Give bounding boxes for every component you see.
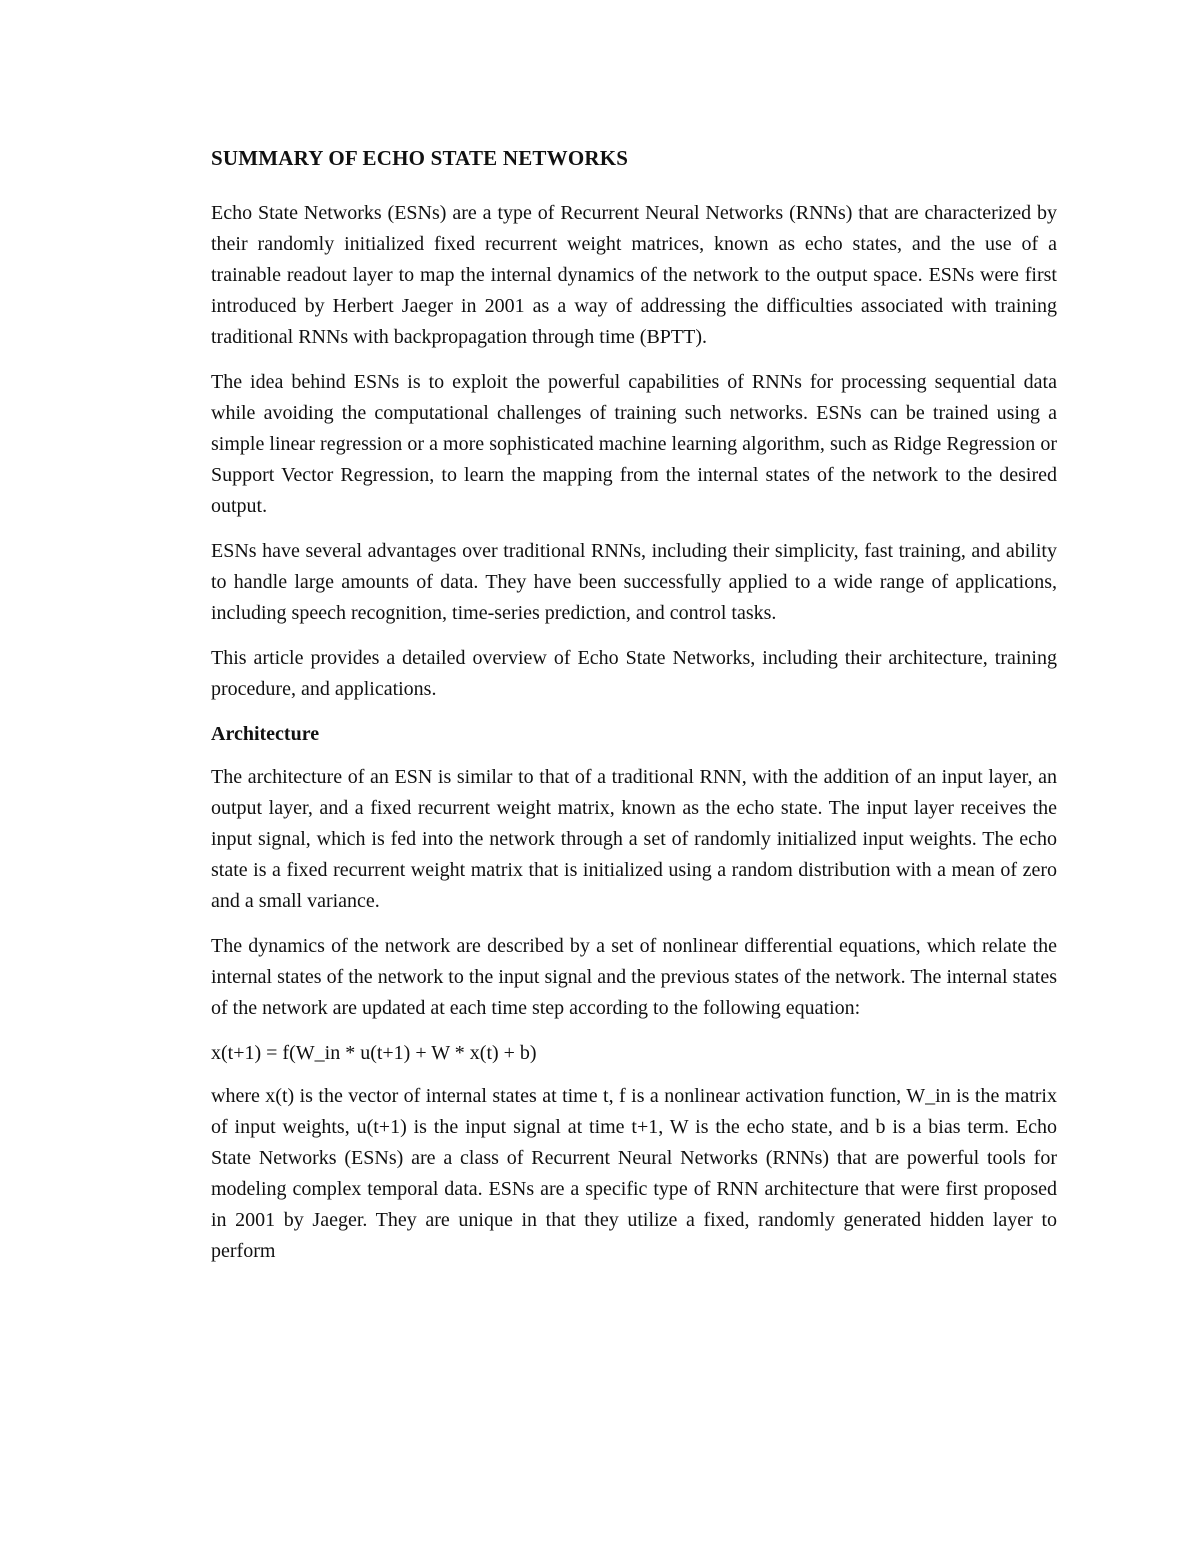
document-title: SUMMARY OF ECHO STATE NETWORKS bbox=[211, 146, 629, 170]
intro-paragraph-3: ESNs have several advantages over traditional RNNs, including their simplicity, fast training, and ability to handle large amounts of data. They have been successfully applied to a wide range of applications, including speech recognition, time-series prediction, and control tasks. bbox=[211, 540, 1057, 624]
architecture-paragraph-2: The dynamics of the network are described by a set of nonlinear differential equations, which relate the internal states of the network to the input signal and the previous states of the network. The internal states of the network are updated at each time step according to the following equation: bbox=[211, 935, 1057, 1019]
intro-paragraph-1: Echo State Networks (ESNs) are a type of Recurrent Neural Networks (RNNs) that are characterized by their randomly initialized fixed recurrent weight matrices, known as echo states, and the use of a trainable readout layer to map the internal dynamics of the network to the output space. ESNs were first introduced by Herbert Jaeger in 2001 as a way of addressing the difficulties associated with training traditional RNNs with backpropagation through time (BPTT). bbox=[211, 202, 1057, 348]
intro-paragraph-2: The idea behind ESNs is to exploit the powerful capabilities of RNNs for processing sequential data while avoiding the computational challenges of training such networks. ESNs can be trained using a simple linear regression or a more sophisticated machine learning algorithm, such as Ridge Regression or Support Vector Regression, to learn the mapping from the internal states of the network to the desired output. bbox=[211, 371, 1057, 517]
architecture-paragraph-1: The architecture of an ESN is similar to that of a traditional RNN, with the addition of an input layer, an output layer, and a fixed recurrent weight matrix, known as the echo state. The input layer receives the input signal, which is fed into the network through a set of randomly initialized input weights. The echo state is a fixed recurrent weight matrix that is initialized using a random distribution with a mean of zero and a small variance. bbox=[211, 766, 1057, 912]
equation-explanation-paragraph: where x(t) is the vector of internal states at time t, f is a nonlinear activation function, W_in is the matrix of input weights, u(t+1) is the input signal at time t+1, W is the echo state, and b is a bias term. Echo State Networks (ESNs) are a class of Recurrent Neural Networks (RNNs) that are powerful tools for modeling complex temporal data. ESNs are a specific type of RNN architecture that were first proposed in 2001 by Jaeger. They are unique in that they utilize a fixed, randomly generated hidden layer to perform bbox=[211, 1085, 1057, 1262]
state-update-equation: x(t+1) = f(W_in * u(t+1) + W * x(t) + b) bbox=[211, 1042, 537, 1064]
architecture-heading: Architecture bbox=[211, 723, 320, 745]
intro-paragraph-4: This article provides a detailed overview of Echo State Networks, including their architecture, training procedure, and applications. bbox=[211, 647, 1057, 700]
document-body bbox=[211, 143, 1057, 1281]
